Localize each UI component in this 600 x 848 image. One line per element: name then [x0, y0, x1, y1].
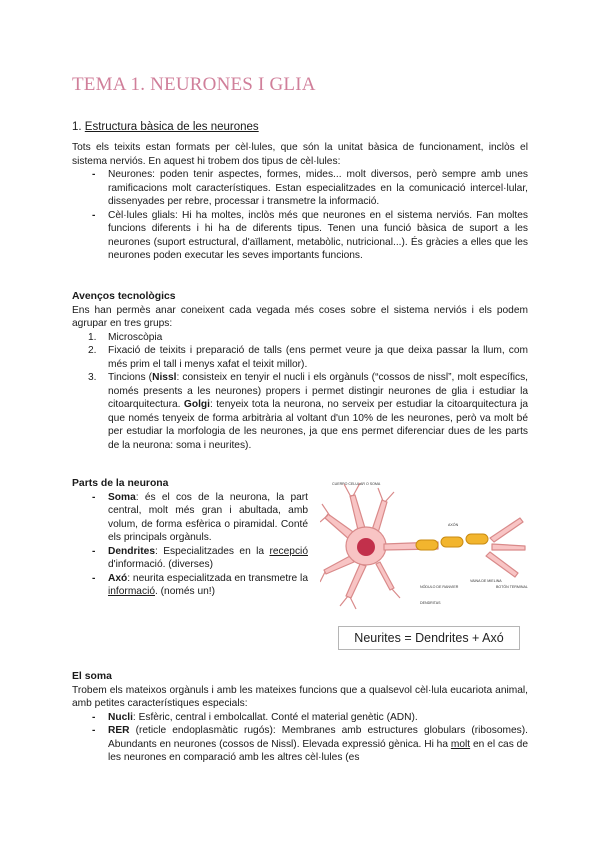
neuron-diagram — [320, 478, 530, 648]
advances-intro: Ens han permès anar coneixent cada vegada més coses sobre el sistema nerviós i els podem agrupar en tres grups: — [72, 304, 528, 329]
list-item: 2. Fixació de teixits i preparació de talls (ens permet veure ja que deixa passar la llum, com més prim el tall i menys xafat el teixit millor). — [88, 345, 528, 370]
terminal-label: BOTÓN TERMINAL — [496, 585, 528, 589]
advances-heading: Avenços tecnològics — [72, 291, 176, 302]
intro-paragraph: Tots els teixits estan formats per cèl·lules, que són la unitat bàsica de funcionament, inclòs el sistema nerviós. En aquest hi trobem dos tipus de cèl·lules: — [72, 142, 528, 167]
list-item: - RER (reticle endoplasmàtic rugós): Membranes amb estructures globulars (ribosomes). Abundants en neurones (cossos de Nissl). Elevada expressió gènica. Hi ha molt en el cas de les neurones en comparació amb les altres cèl·lules (es — [72, 724, 528, 765]
myelin-segments — [416, 534, 488, 550]
neuron-illustration — [320, 478, 530, 623]
cell-types-list — [72, 168, 528, 263]
list-item: 1. Microscòpia — [88, 331, 163, 343]
soma-intro: Trobem els mateixos orgànuls i amb les mateixes funcions que a qualsevol cèl·lula eucariota animal, amb petites característiques especials: — [72, 684, 528, 709]
soma-block — [72, 670, 528, 765]
section-heading — [72, 121, 259, 133]
list-item: - Nucli: Esfèric, central i embolcallat. Conté el material genètic (ADN). — [72, 711, 528, 725]
soma-list — [72, 711, 528, 765]
section-title: Estructura bàsica de les neurones — [84, 121, 259, 133]
parts-block — [72, 477, 308, 599]
page-title: TEMA 1. NEURONES I GLIA — [72, 74, 316, 95]
axon-label: AXÓN — [448, 523, 459, 527]
advances-block — [72, 290, 528, 452]
advances-list — [72, 331, 528, 453]
list-item: - Neurones: poden tenir aspectes, formes, mides... molt diversos, però sempre amb unes ramificacions molt característiques. Estan especialitzades en la comunicació intercel·lular, dissenyades per rebre, processar i transmetre la informació. — [72, 168, 528, 209]
soma-heading: El soma — [72, 671, 112, 682]
node-label: NÓDULO DE RANVIER — [420, 585, 459, 589]
list-item: - Cèl·lules glials: Hi ha moltes, inclòs més que neurones en el sistema nerviós. Fan moltes funcions diferents i hi ha de diferents tipus. Tenen una funció bàsica de suport a les neurones (suport estructural, d'aïllament, metabòlic, nutricional...). És gràcies a elles que les neurones poden executar les seves importants funcions. — [72, 209, 528, 263]
list-item: - Soma: és el cos de la neurona, la part central, molt més gran i abultada, amb volum, de forma esfèrica o piramidal. Conté els principals orgànuls. — [72, 491, 308, 545]
soma-label: CUERPO CELULAR O SOMA — [332, 482, 381, 486]
dendrites-label: DENDRITAS — [420, 601, 441, 605]
list-item: 3. Tincions (Nissl: consisteix en tenyir el nucli i els orgànuls (“cossos de nissl”, molt específics, només presents a les neurones) propers i permet distingir neurones de glia i estudiar la citoarquitectura. Golgi: tenyeix tota la neurona, no serveix per estudiar la citoarquitectura ja que només tenyeix de forma arbitrària al voltant d'un 10% de les neurones, però va molt bé per estudiar la morfologia de les neurones, ja que ens permet diferenciar dues de les parts de la neurona: soma i neurites). — [88, 372, 529, 451]
neurites-formula: Neurites = Dendrites + Axó — [338, 626, 520, 650]
parts-heading: Parts de la neurona — [72, 478, 169, 489]
parts-list — [72, 491, 308, 599]
myelin-label: VAINA DE MIELINA — [470, 579, 502, 583]
list-item: - Dendrites: Especialitzades en la recepció d'informació. (diverses) — [72, 545, 308, 572]
intro-block — [72, 141, 528, 263]
section-number: 1. — [72, 121, 82, 133]
nucleus-shape — [357, 538, 375, 556]
list-item: - Axó: neurita especialitzada en transmetre la informació. (només un!) — [72, 572, 308, 599]
